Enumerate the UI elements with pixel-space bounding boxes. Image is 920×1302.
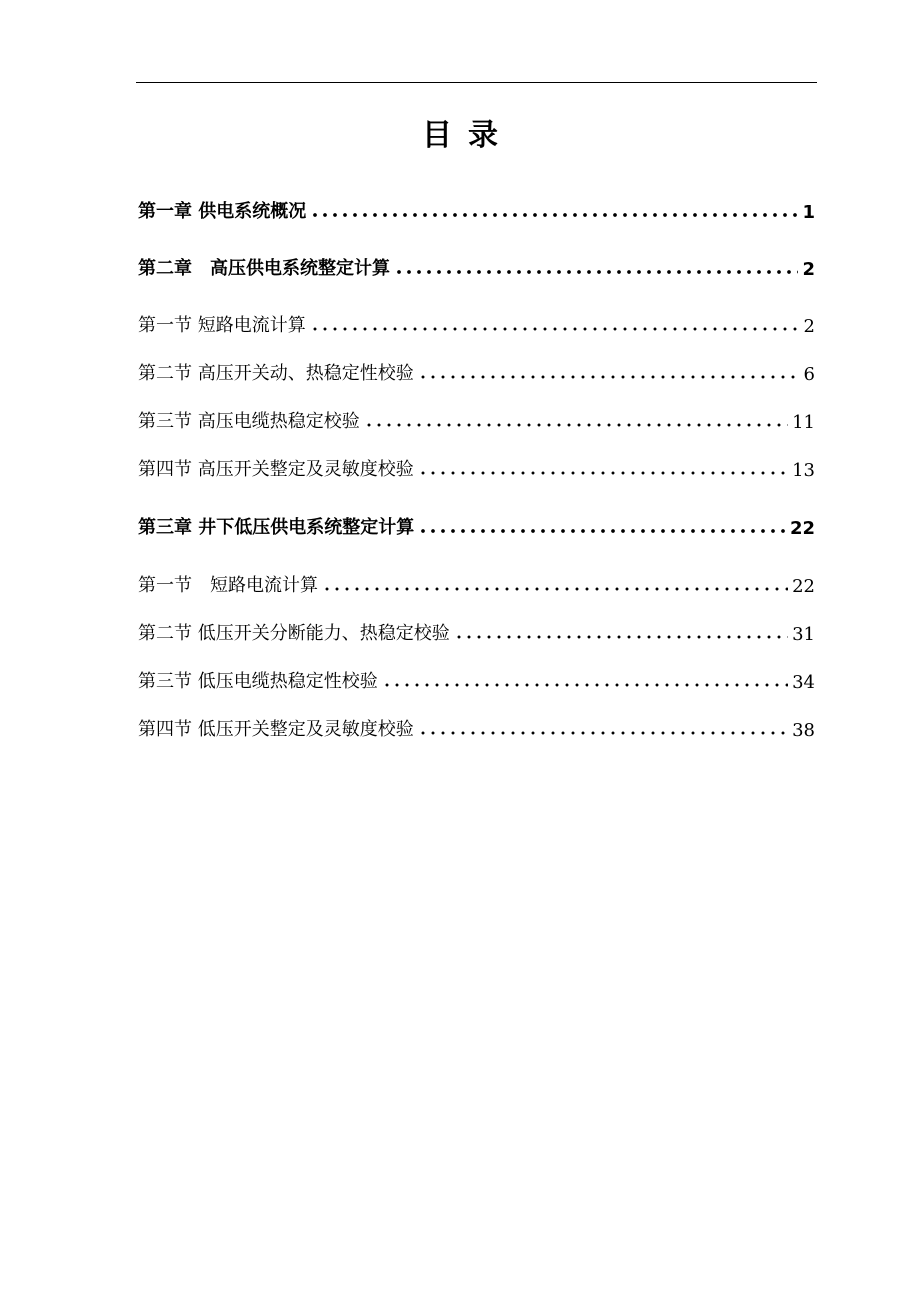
toc-entry-text: 第二章 高压供电系统整定计算 — [138, 258, 390, 279]
toc-entry-page: 34 — [792, 672, 815, 693]
toc-title-text: 目录 — [422, 118, 514, 153]
toc-entry-text: 第一章 供电系统概况 — [138, 201, 307, 222]
dot-leader — [418, 520, 786, 534]
toc-entry-section-3-3[interactable] — [138, 663, 815, 693]
toc-entry-page: 22 — [792, 576, 815, 597]
toc-entry-text: 第三节 高压电缆热稳定校验 — [138, 411, 360, 432]
dot-leader — [454, 626, 788, 640]
dot-leader — [322, 578, 788, 592]
toc-entry-text: 第三章 井下低压供电系统整定计算 — [138, 517, 415, 538]
toc-entry-section-2-2[interactable] — [138, 355, 815, 385]
toc-entry-section-2-3[interactable] — [138, 403, 815, 433]
toc-entry-chapter-1[interactable] — [138, 193, 815, 223]
dot-leader — [418, 722, 788, 736]
toc-entry-page: 22 — [789, 518, 815, 539]
toc-entry-page: 1 — [802, 202, 815, 223]
dot-leader — [364, 414, 788, 428]
dot-leader — [382, 674, 788, 688]
dot-leader — [418, 366, 800, 380]
toc-entry-page: 38 — [792, 720, 815, 741]
dot-leader — [310, 318, 800, 332]
toc-entry-section-3-4[interactable] — [138, 711, 815, 741]
toc-entry-section-2-1[interactable] — [138, 307, 815, 337]
dot-leader — [310, 204, 798, 218]
toc-entry-text: 第四节 高压开关整定及灵敏度校验 — [138, 459, 414, 480]
dot-leader — [418, 462, 788, 476]
toc-entry-page: 31 — [792, 624, 815, 645]
toc-entry-section-2-4[interactable] — [138, 451, 815, 481]
toc-entry-text: 第一节 短路电流计算 — [138, 315, 306, 336]
toc-entry-page: 13 — [792, 460, 815, 481]
toc-entry-page: 2 — [803, 316, 815, 337]
toc-entry-page: 2 — [802, 259, 815, 280]
toc-entry-text: 第三节 低压电缆热稳定性校验 — [138, 671, 378, 692]
toc-entry-page: 6 — [803, 364, 815, 385]
toc-title — [0, 114, 920, 158]
toc-entry-text: 第二节 高压开关动、热稳定性校验 — [138, 363, 414, 384]
toc-entry-chapter-2[interactable] — [138, 250, 815, 280]
toc-entry-page: 11 — [792, 412, 815, 433]
toc-entry-section-3-1[interactable] — [138, 567, 815, 597]
toc-entry-chapter-3[interactable] — [138, 509, 815, 539]
toc-entry-text: 第二节 低压开关分断能力、热稳定校验 — [138, 623, 450, 644]
toc-entry-text: 第四节 低压开关整定及灵敏度校验 — [138, 719, 414, 740]
toc-entry-section-3-2[interactable] — [138, 615, 815, 645]
header-rule — [136, 82, 817, 83]
dot-leader — [394, 261, 798, 275]
toc-entry-text: 第一节 短路电流计算 — [138, 575, 318, 596]
